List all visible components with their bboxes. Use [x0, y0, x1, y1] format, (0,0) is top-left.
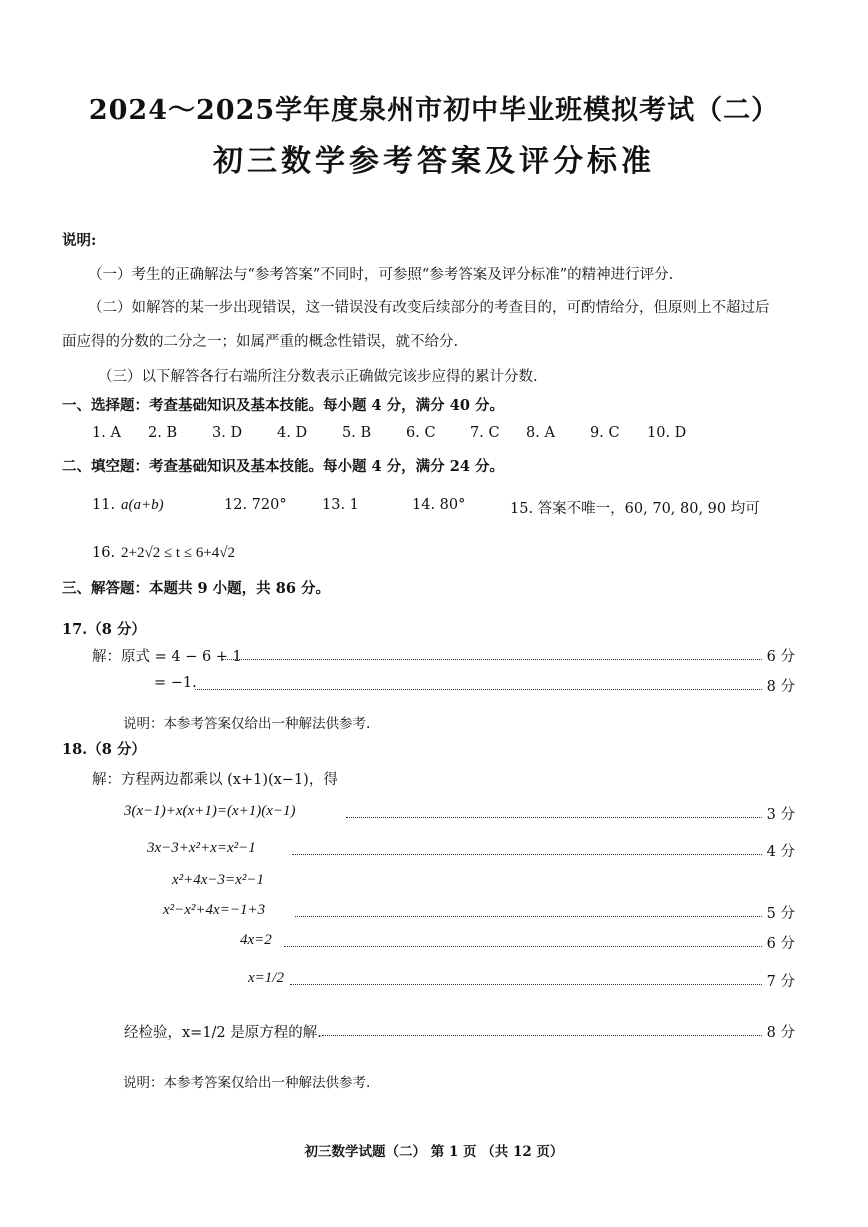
q18-leader-6: [290, 984, 762, 985]
answer-9: 9. C: [590, 425, 620, 441]
section1-heading: 一、选择题：考查基础知识及基本技能。每小题 4 分，满分 40 分。: [62, 397, 504, 414]
answer-10: 10. D: [647, 425, 687, 441]
note-2a: （二）如解答的某一步出现错误，这一错误没有改变后续部分的考查目的，可酌情给分，但原则上不超过后: [88, 300, 770, 316]
note-1: （一）考生的正确解法与“参考答案”不同时，可参照“参考答案及评分标准”的精神进行评分.: [88, 267, 674, 283]
answer-16: 2+2√2 ≤ t ≤ 6+4√2: [121, 545, 236, 561]
q18-score-7: 8 分: [766, 1025, 795, 1041]
notes-heading: 说明:: [62, 232, 97, 249]
answer-14: 14. 80°: [412, 497, 466, 513]
answer-12: 12. 720°: [224, 497, 287, 513]
answer-15: 15. 答案不唯一，60, 70, 80, 90 均可: [510, 501, 760, 517]
q18-leader-2: [292, 854, 762, 855]
q18-note: 说明：本参考答案仅给出一种解法供参考.: [123, 1075, 371, 1091]
q18-line-5: 4x=2: [240, 932, 272, 948]
q17-score-2: 8 分: [766, 679, 795, 695]
q17-line-1: 解：原式 = 4 − 6 + 1: [92, 649, 242, 665]
page-subtitle: 初三数学参考答案及评分标准: [213, 144, 655, 179]
q18-score-2: 4 分: [766, 844, 795, 860]
answer-11-number: 11.: [92, 497, 116, 513]
q17-leader-1: [222, 659, 762, 660]
answer-6: 6. C: [406, 425, 436, 441]
answer-2: 2. B: [148, 425, 178, 441]
answer-5: 5. B: [342, 425, 372, 441]
q17-leader-2: [195, 689, 762, 690]
q18-line-2: 3x−3+x²+x=x²−1: [147, 840, 256, 856]
q18-leader-5: [284, 946, 762, 947]
q18-leader-4: [295, 916, 762, 917]
answer-13: 13. 1: [322, 497, 359, 513]
q18-check: 经检验，x=1/2 是原方程的解.: [124, 1025, 322, 1041]
answer-11: a(a+b): [121, 497, 164, 513]
q18-heading: 18.（8 分）: [62, 741, 146, 758]
q18-score-5: 6 分: [766, 936, 795, 952]
note-3: （三）以下解答各行右端所注分数表示正确做完该步应得的累计分数.: [98, 369, 538, 385]
q18-line-6: x=1/2: [248, 970, 284, 986]
q17-score-1: 6 分: [766, 649, 795, 665]
q18-leader-7: [322, 1035, 762, 1036]
q18-line-3: x²+4x−3=x²−1: [172, 872, 264, 888]
q18-leader-1: [346, 817, 762, 818]
answer-3: 3. D: [212, 425, 243, 441]
answer-4: 4. D: [277, 425, 308, 441]
q18-intro: 解：方程两边都乘以 (x+1)(x−1)，得: [92, 772, 338, 788]
answer-16-number: 16.: [92, 545, 116, 561]
q18-score-6: 7 分: [766, 974, 795, 990]
q17-note: 说明：本参考答案仅给出一种解法供参考.: [123, 716, 371, 732]
q18-line-1: 3(x−1)+x(x+1)=(x+1)(x−1): [124, 803, 296, 819]
answer-8: 8. A: [526, 425, 555, 441]
answer-7: 7. C: [470, 425, 500, 441]
section2-heading: 二、填空题：考查基础知识及基本技能。每小题 4 分，满分 24 分。: [62, 458, 504, 475]
page-footer: 初三数学试题（二） 第 1 页 （共 12 页）: [304, 1144, 564, 1160]
q18-line-4: x²−x²+4x=−1+3: [163, 902, 266, 918]
section3-heading: 三、解答题：本题共 9 小题，共 86 分。: [62, 580, 330, 597]
answer-1: 1. A: [92, 425, 121, 441]
q17-heading: 17.（8 分）: [62, 621, 146, 638]
page-title: 2024～2025学年度泉州市初中毕业班模拟考试（二）: [88, 95, 780, 126]
q18-score-4: 5 分: [766, 906, 795, 922]
q17-line-2: = −1.: [154, 675, 197, 691]
q18-score-1: 3 分: [766, 807, 795, 823]
note-2b: 面应得的分数的二分之一；如属严重的概念性错误，就不给分.: [62, 334, 459, 350]
